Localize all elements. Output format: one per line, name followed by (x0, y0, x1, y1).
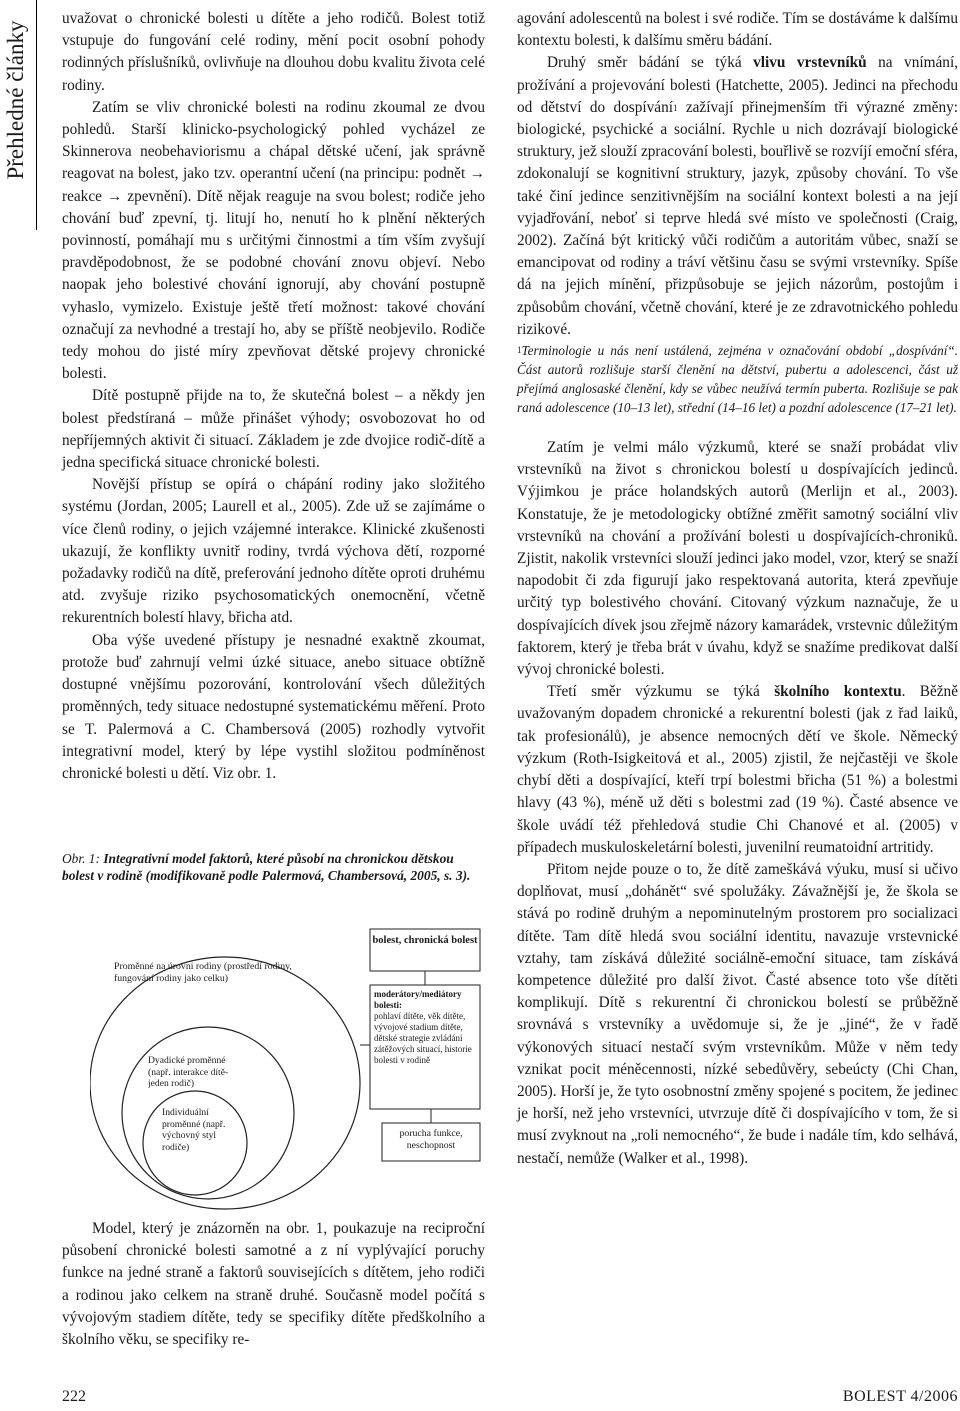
dysfunction-box-label: porucha funkce, neschopnost (399, 1128, 463, 1151)
section-tab-rule (36, 0, 37, 230)
left-paragraph-after-figure: Model, který je znázorněn na obr. 1, poukazuje na reciproční působení chronické bolesti samotné a z ní vyplývající poruchy funkce na jedné straně a faktorů souvisejících s dítětem, jeho rodiči a rodinou jako celkem na straně druhé. Současně model počítá s vývojovým stadiem dítěte, tedy se specifiky dítěte předškolního a školního věku, se specifiky re- (62, 1220, 485, 1349)
inner-circle-label-box (162, 1107, 234, 1171)
right-paragraph-2-mid: na vnímání, prožívání a projevování bolesti (Hatchette, 2005). Jedinci na přechodu od dětství do dospívání (517, 54, 959, 116)
right-paragraph-2 (517, 52, 958, 341)
right-paragraph-1: agování adolescentů na bolest i své rodiče. Tím se dostáváme k dalšímu kontextu bolesti, k dalšímu směru bádání. (517, 10, 958, 50)
pain-box-label: bolest, chronická bolest (372, 935, 478, 946)
page-number: 222 (62, 1388, 86, 1405)
school-context-term: školního kontextu (774, 683, 902, 701)
footnote-marker: 1 (672, 102, 678, 113)
right-column (517, 8, 958, 1170)
footnote-number: 1 (517, 345, 522, 356)
left-paragraph-1: uvažovat o chronické bolesti u dítěte a jeho rodičů. Bolest totiž vstupuje do fungování celé rodiny, mění pocit osobní pohody rodinných příslušníků, ovlivňuje na dlouhou dobu kvalitu života celé rodiny. (62, 10, 485, 94)
right-paragraph-5: Přitom nejde pouze o to, že dítě zameškává výuku, musí si učivo doplňovat, musí „dohánět“ své spolužáky. Závažnější je, že škola se stává po rodině druhým a nepominutelným prostorem pro socializaci dítěte. Tam dítě hledá svou sociální identitu, navazuje vrstevnické vztahy, tam získává důležité sociálně-emoční situace, tam získává kompetence důležité pro další život. Časté absence toto vše dítěti komplikují. Dítě s rekurentní či chronickou bolestí se průběžně srovnává s vrstevníky a uvědomuje si, že je „jiné“, že v řadě výkonových situací nestačí svým vrstevníkům. Může v něm tedy vznikat pocit méněcennosti, nízké sebedůvěry, sebeúcty (Chi Chan, 2005). Horší je, že tyto osobnostní změny spojené s pocitem, že jedinec je horší, než jeho vrstevníci, utvrzuje dítě či dospívajícího v tom, že si musí zvyknout na „roli nemocného“, že bude i nadále tím, kdo selhává, nestačí, nemůže (Walker et al., 1998). (517, 860, 958, 1167)
dysfunction-box-label-box (384, 1128, 478, 1160)
moderators-text: pohlaví dítěte, věk dítěte, vývojové stadium dítěte, dětské strategie zvládání zátěžových situací, historie bolesti v rodině (374, 1011, 472, 1065)
pain-box-label-box (372, 935, 478, 969)
moderators-box-content (374, 989, 478, 1107)
middle-circle-label: Dyadické proměnné (např. interakce dítě-jeden rodič) (148, 1055, 229, 1089)
right-paragraph-4-start: Třetí směr výzkumu se týká (547, 683, 775, 701)
figure-caption-text: Integrativní model faktorů, které působí na chronickou dětskou bolest v rodině (modifikovaně podle Palermová, Chambersová, 2005, s. 3). (62, 851, 471, 883)
section-label: Přehledné články (3, 20, 28, 180)
left-column (62, 8, 485, 785)
journal-issue: BOLEST 4/2006 (842, 1388, 958, 1405)
right-paragraph-2-start: Druhý směr bádání se týká (547, 54, 754, 72)
left-paragraph-4: Novější přístup se opírá o chápání rodiny jako složitého systému (Jordan, 2005; Laurell et al., 2005). Zde už se zajímáme o více členů rodiny, o jejich vzájemné interakce. Klinické zkušenosti ukazují, že konflikty uvnitř rodiny, tvrdá výchova dětí, rozporné požadavky rodičů na dítě, preferování jednoho dítěte oproti druhému atd. zvyšuje riziko psychosomatických onemocnění, včetně rekurentních bolestí hlavy, břicha atd. (62, 476, 485, 627)
footnote (517, 341, 958, 417)
left-paragraph-3: Dítě postupně přijde na to, že skutečná bolest – a někdy jen bolest předstíraná – může přinášet výhody; osvobozovat ho od nepříjemných aktivit či situací. Základem je zde dvojice rodič-dítě a jedna specifická situace chronické bolesti. (62, 387, 485, 472)
figure-caption-prefix: Obr. 1: (62, 851, 100, 866)
outer-circle-label: Proměnné na úrovni rodiny (prostředí rodiny, fungování rodiny jako celku) (114, 961, 292, 984)
figure-caption (62, 850, 482, 884)
outer-circle-label-box (114, 961, 294, 997)
section-tab (0, 0, 30, 1411)
right-paragraph-4-end: . Běžně uvažovaným dopadem chronické a rekurentní bolesti (jak z řad laiků, tak profesionálů), je absence nemocných dětí ve škole. Německý výzkum (Roth-Isigkeitová et al., 2005) zjistil, že nejčastěji ve škole chybí děti a dospívající, kteří trpí bolestmi břicha (51 %) a bolestmi hlavy (43 %), méně už děti s bolestmi zad (19 %). Časté absence ve škole uvádí též přehledová studie Chi Chanové et al. (2005) v případech muskuloskeletární bolesti, juvenilní reumatoidní artritidy. (517, 683, 958, 856)
middle-circle-label-box (148, 1055, 248, 1095)
integrative-model-diagram (90, 925, 485, 1215)
right-paragraph-4 (517, 681, 958, 859)
right-paragraph-3: Zatím je velmi málo výzkumů, které se snaží probádat vliv vrstevníků na život s chronickou bolestí u dospívajících jedinců. Výjimkou je práce holandských autorů (Merlijn et al., 2003). Konstatuje, že je metodologicky obtížné změřit samotný sociální vliv vrstevníků na chování a prožívání bolesti u dospívajících-chroniků. Zjistit, nakolik vrstevníci slouží jedinci jako model, vzor, který se snaží napodobit či zda figurují jako respektovaná autorita, která zpevňuje určitý typ bolestivého chování. Citovaný výzkum naznačuje, že u dospívajících dívek jsou zřejmě názory kamarádek, vrstevnic důležitým faktorem, který je třeba brát v úvahu, když se snažíme predikovat další vývoj chronické bolesti. (517, 439, 958, 679)
peer-influence-term: vlivu vrstevníků (753, 54, 867, 72)
left-paragraph-5: Oba výše uvedené přístupy je nesnadné exaktně zkoumat, protože buď zahrnují velmi úzké situace, anebo situace obtížně dostupné vnějšímu pozorování, kontrolování všech důležitých proměnných, tedy situace nedostupné systematickému měření. Proto se T. Palermová a C. Chambersová (2005) rozhodly vytvořit integrativní model, který by lépe vystihl složitou podmíněnost chronické bolesti u dětí. Viz obr. 1. (62, 631, 485, 782)
footnote-text: Terminologie u nás není ustálená, zejména v označování období „dospívání“. Část autorů rozlišuje starší členění na dětství, pubertu a adolescenci, část už přejímá anglosaské členění, kdy se vůbec neužívá termín puberta. Rozlišuje se pak raná adolescence (10–13 let), střední (14–16 let) a pozdní adolescence (17–21 let). (517, 343, 958, 416)
right-paragraph-2-end: zažívají přinejmenším tři výrazné změny: biologické, psychické a sociální. Rychle u nich dozrávají biologické struktury, jež slouží zpracování bolesti, bouřlivě se rozvíjí emoční sféra, zdokonalují se kognitivní struktury, jazyk, způsoby chování. To vše také činí jedince senzitivnějším na sociální kontext bolesti a na její vyjadřování, neboť si teprve hledá své místo ve společnosti (Craig, 2002). Začíná být kritický vůči rodičům a autoritám vůbec, snaží se emancipovat od rodiny a tráví většinu času se svými vrstevníky. Spíše dá na jejich mínění, přizpůsobuje se jejich názorům, postojům i způsobům chování, včetně chování, které je ze zdravotnického pohledu rizikové. (517, 98, 958, 338)
inner-circle-label: Individuální proměnné (např. výchovný styl rodiče) (162, 1107, 226, 1153)
left-paragraph-2: Zatím se vliv chronické bolesti na rodinu zkoumal ze dvou pohledů. Starší klinicko-psychologický pohled vycházel ze Skinnerova neobehaviorismu a chápal dětské učení, jak správně reagovat na bolest, jako tzv. operantní učení (na principu: podnět → reakce → zpevnění). Dítě nějak reaguje na svou bolest; rodiče jeho chování buď zpevní, tj. litují ho, nenutí ho k plnění některých povinností, pomáhají mu s určitými činnostmi a tím vším zvyšují pravděpodobnost, že se podobné chování znovu objeví. Nebo naopak jeho bolestivé chování ignorují, aby chování postupně vyhaslo, vymizelo. Existuje ještě třetí možnost: takové chování označují za nevhodné a trestají ho, aby se příště neobjevilo. Rodiče tedy mohou do jisté míry zpevňovat dětské projevy chronické bolesti. (62, 98, 485, 383)
moderators-title: moderátory/mediátory bolesti: (374, 989, 462, 1010)
left-column-continued (62, 1218, 485, 1351)
